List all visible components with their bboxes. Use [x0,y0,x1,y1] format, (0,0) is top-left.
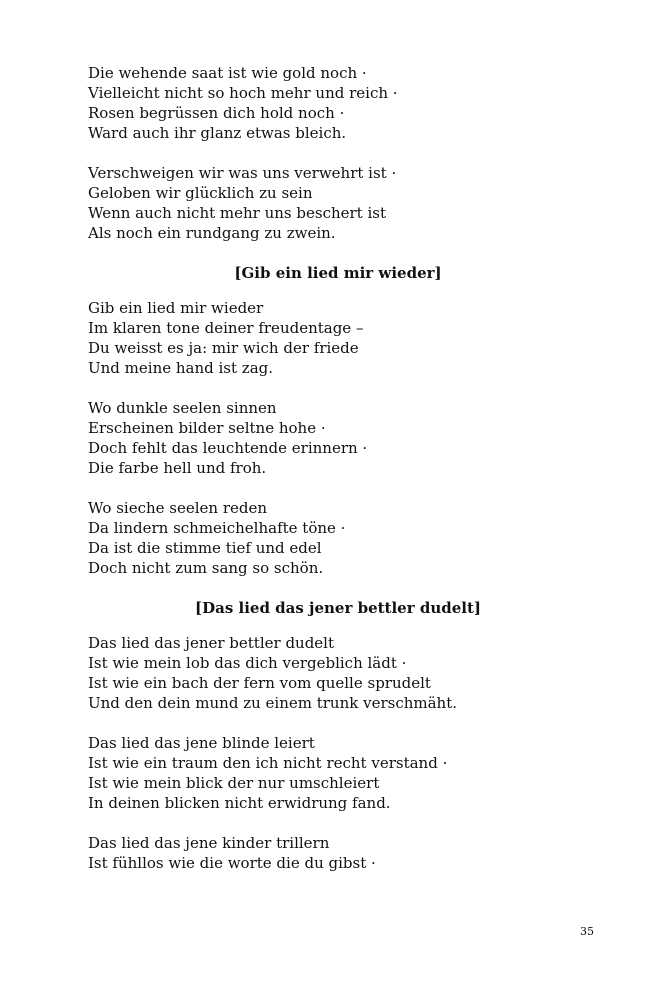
verse-line: Doch nicht zum sang so schön. [88,559,324,577]
verse-line: Das lied das jener bettler dudelt [88,634,335,652]
verse-line: Geloben wir glücklich zu sein [88,184,313,202]
verse-line: Das lied das jene blinde leiert [88,734,315,752]
verse-line: Ist wie ein bach der fern vom quelle sprudelt [88,674,431,692]
verse-line: Das lied das jene kinder trillern [88,834,330,852]
stanza [88,298,588,378]
verse-line: Rosen begrüssen dich hold noch · [88,104,345,122]
poem-title: [Gib ein lied mir wieder] [234,264,442,282]
page-content [88,63,588,893]
verse-line: Ward auch ihr glanz etwas bleich. [88,124,347,142]
verse-line: Wenn auch nicht mehr uns beschert ist [88,204,387,222]
stanza [88,833,588,873]
verse-line: Wo sieche seelen reden [88,499,268,517]
verse-line: Und den dein mund zu einem trunk verschmäht. [88,694,458,712]
verse-line: Ist wie ein traum den ich nicht recht verstand · [88,754,448,772]
verse-line: Vielleicht nicht so hoch mehr und reich · [88,84,398,102]
verse-line: Du weisst es ja: mir wich der friede [88,339,359,357]
verse-line: Da lindern schmeichelhafte töne · [88,519,346,537]
verse-line: Doch fehlt das leuchtende erinnern · [88,439,368,457]
stanza [88,633,588,713]
poem-title: [Das lied das jener bettler dudelt] [195,599,481,617]
verse-line: Die wehende saat ist wie gold noch · [88,64,367,82]
verse-line: Gib ein lied mir wieder [88,299,264,317]
verse-line: Im klaren tone deiner freudentage – [88,319,364,337]
verse-line: Und meine hand ist zag. [88,359,274,377]
stanza [88,498,588,578]
verse-line: Als noch ein rundgang zu zwein. [88,224,336,242]
verse-line: Ist wie mein lob das dich vergeblich lädt · [88,654,407,672]
verse-line: Die farbe hell und froh. [88,459,267,477]
verse-line: Ist wie mein blick der nur umschleiert [88,774,380,792]
verse-line: Ist fühllos wie die worte die du gibst · [88,854,376,872]
verse-line: Wo dunkle seelen sinnen [88,399,277,417]
page-number: 35 [580,925,594,938]
verse-line: Erscheinen bilder seltne hohe · [88,419,326,437]
stanza [88,398,588,478]
verse-line: In deinen blicken nicht erwidrung fand. [88,794,391,812]
stanza [88,163,588,243]
verse-line: Verschweigen wir was uns verwehrt ist · [88,164,397,182]
stanza [88,63,588,143]
stanza [88,733,588,813]
verse-line: Da ist die stimme tief und edel [88,539,322,557]
